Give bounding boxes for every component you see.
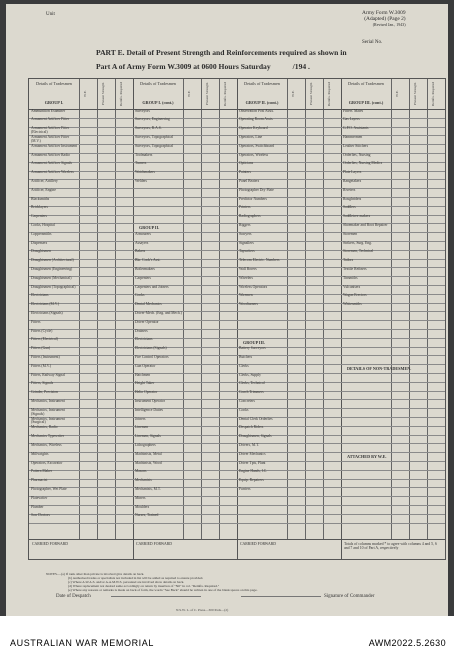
row-line (29, 338, 445, 339)
trade-label: Storemen, Technical (343, 249, 374, 254)
sub-column-head: Reinfts. Required (431, 82, 435, 106)
despatch-label: Date of Despatch (56, 594, 91, 599)
trade-label: Nurses, Trained (135, 513, 159, 518)
trade-label: Armament Artificer Fitter (31, 117, 70, 122)
trade-label: Cooks (135, 293, 145, 298)
trade-label: Height Taker (135, 381, 155, 386)
details-column-head: Details of Tradesmen (140, 81, 176, 86)
trade-label: Hatchmen (135, 372, 151, 377)
trade-label: Miners (135, 495, 146, 500)
printer-imprint: N.S.W. L. of C. Press—300 Pads—(2) (176, 608, 229, 612)
notes-block (46, 572, 426, 592)
trade-label: Riggers (239, 222, 251, 227)
note-line: (b) Authorised trades or specialists not included in list will be added as required to ensure provided. (68, 576, 204, 581)
trade-label: Surveyors (135, 108, 150, 113)
trade-label: Boilermakers (135, 266, 155, 271)
trade-label: Tailors (343, 258, 354, 263)
trade-label: Welders (135, 178, 147, 183)
sub-column-head: W.E. (291, 90, 295, 98)
trade-label: Battery Surveyors (239, 346, 266, 351)
trade-label: Driver-Mech. (Eng. and Mech.) (135, 310, 182, 315)
trade-label: Toolmakers (135, 152, 153, 157)
trade-label: Fitters (Gun) (31, 346, 51, 351)
row-line (29, 452, 445, 453)
trade-label: Armament Artificer Fitter (Electrical) (31, 126, 70, 134)
row-line (29, 408, 445, 409)
trade-label: Armament Artificer Wireless (31, 170, 74, 175)
note-line: (c) Where A.W.A.S. and/or A.A.M.W.S. personnel are involved show details on back. (68, 580, 185, 585)
trade-label: Panel Beaters (239, 178, 260, 183)
row-line (29, 399, 445, 400)
trade-label: Lithographers (135, 442, 156, 447)
group-head: GROUP I. (cont.) (142, 100, 174, 105)
row-line (29, 470, 445, 471)
trade-label: Equip. Repairers (239, 478, 264, 483)
trade-label: Millwrights (31, 451, 49, 456)
trade-label: Fitters (Instrument) (31, 354, 60, 359)
carried-forward: Totals of columns marked * to agree with columns 4 and 5, 6 and 7 and 10 of Part A, respectively (344, 542, 437, 551)
row-line (29, 505, 445, 506)
trade-label: Pharmacist (31, 478, 48, 483)
archive-caption (0, 616, 454, 653)
trade-label: Roughriders (343, 196, 362, 201)
row-line (29, 355, 445, 356)
trade-label: Intelligence Duties (135, 407, 163, 412)
note-line: (d) Where replacement not desired same accordingly on return by insertion of "Nil" in col. "Reinfts. Required." (68, 584, 220, 589)
trade-label: Fitters (Cycle) (31, 328, 53, 333)
row-line (29, 426, 445, 427)
trade-label: Armourers (135, 231, 151, 236)
trade-label: Surveyors, Topographical (135, 143, 173, 148)
note-line: NOTES.—(a) If rank other than private is involved give details on back. (46, 572, 145, 576)
trade-label: Fitters (31, 319, 41, 324)
form-line-1: Army Form W.3009 (362, 10, 406, 16)
trade-label: Tapwriters (239, 249, 255, 254)
trade-label: Linemen (135, 425, 149, 430)
row-line (29, 487, 445, 488)
trade-label: Orderlies, Nursing (343, 152, 371, 157)
row-line (29, 391, 445, 392)
section-heading: GROUP III. (243, 339, 265, 345)
row-line (29, 479, 445, 480)
trade-label: Fire Control Operators (135, 354, 169, 359)
row-line (29, 347, 445, 348)
trade-label: Mechanics, Radio (31, 425, 58, 430)
serial-label: Serial No. (362, 40, 383, 45)
trade-label: Assayers (135, 240, 149, 245)
sub-column-head: W.E. (83, 90, 87, 98)
trade-label: Plate Layers (343, 170, 362, 175)
row-line (29, 496, 445, 497)
trade-label: Wireless Operators (239, 284, 268, 289)
trade-label: Draughtsmen (Architectural) (31, 258, 74, 263)
trade-label: Gas Layers (343, 117, 360, 122)
trade-label: Draughtsmen (Mechanical) (31, 275, 72, 280)
trade-label: Platewriter (31, 495, 48, 500)
trade-label: Electricians (135, 337, 153, 342)
trade-label: Artificer, Engine (31, 187, 56, 192)
row-line (29, 435, 445, 436)
row-line (29, 320, 445, 321)
row-line (29, 417, 445, 418)
trade-label: Armament Artificer Fitter (M.V.) (31, 134, 70, 143)
trade-label: Shoemaker and Boot Repairer (343, 222, 388, 227)
trade-label: Pattern Maker (31, 469, 52, 474)
trade-label: Armament Artificer Signals (31, 161, 72, 166)
trade-label: Cooks, Hospital (31, 222, 55, 227)
title-line-2 (96, 62, 310, 71)
trade-label: Signallers (239, 240, 254, 245)
trade-label: Clerks (239, 363, 249, 368)
note-line: (e) Where any reasons or remarks is made on back of form, the words "See Back" should be written in one of the blank spaces on this page. (68, 588, 258, 593)
sub-column-head: W.E. (395, 90, 399, 98)
details-column-head: Details of Tradesmen (348, 81, 384, 86)
row-line (29, 514, 445, 515)
trade-label: Farriers (239, 486, 251, 491)
trade-label: Machinists, Wood (135, 460, 162, 465)
sub-column-head: Present Strength (413, 82, 417, 106)
trade-label: Electricians (31, 293, 49, 298)
trade-label: Operators, Wireless (239, 152, 269, 157)
trade-label: Helio Operator (135, 390, 158, 395)
trade-label: Armament Artificer Radio (31, 152, 70, 157)
trade-label: Mechanists, M.T. (135, 486, 161, 491)
trade-label: Dental Clerk Orderlies (239, 416, 273, 421)
trade-label: Operator Keyboard (239, 126, 268, 131)
group-head: GROUP I. (44, 100, 64, 105)
trade-label: Bkr. Cook's Asst. (135, 258, 161, 263)
trade-label: Operators, Excavator (31, 460, 63, 465)
trade-label: Artificer, Artillery (31, 178, 58, 183)
trade-label: Instrument Operator (135, 398, 166, 403)
trade-label: Clerks, Supply (239, 372, 261, 377)
trade-label: Saddletree makers (343, 214, 371, 219)
trade-label: Mechanics, Instrument (Signals) (31, 407, 65, 416)
trade-label: Fitters' Mates (343, 108, 364, 113)
trade-label: Blacksmiths (31, 196, 50, 201)
trade-label: Drainers (135, 328, 148, 333)
trade-label: Rangetakers (343, 178, 362, 183)
trade-label: Fitters (Electrical) (31, 337, 58, 342)
row-line (29, 523, 445, 524)
section-heading: GROUP II. (139, 225, 160, 231)
trade-label: Storemen (343, 231, 358, 236)
trade-label: G.P.O. Assistants (343, 126, 369, 131)
trade-label: Hammermen (343, 134, 363, 139)
trade-label: Strikers, Surg. Eng. (343, 240, 372, 245)
trade-label: Driver Mechanics (239, 451, 266, 456)
carried-forward: CARRIED FORWARD (240, 542, 276, 546)
trade-label: Carpenters (135, 275, 151, 280)
trade-label: Coach Trimmers (239, 390, 264, 395)
sub-column-head: Reinfts. Required (327, 82, 331, 106)
trade-label: Engine Hands, I.C. (239, 469, 268, 474)
trade-label: Predictor Numbers (239, 196, 267, 201)
trade-label: Tinsmiths (343, 275, 358, 280)
trade-label: Photographer Dry Plate (239, 187, 274, 192)
trade-label: Plumber (31, 504, 44, 509)
trade-label: Gun Operator (135, 363, 156, 368)
trade-label: Textile Refiners (343, 266, 367, 271)
carried-rule (29, 539, 445, 540)
details-column-head: Details of Tradesmen (244, 81, 280, 86)
trade-label: Moulders (135, 504, 150, 509)
trade-label: Carpenters and Joiners (135, 284, 169, 289)
trade-label: Clerks, Technical (239, 381, 265, 386)
trade-label: Operators, Line (239, 134, 263, 139)
trade-label: Electricians (M.V.) (31, 302, 60, 307)
archive-id: AWM2022.5.2630 (368, 638, 446, 648)
sub-column-head: W.E. (187, 90, 191, 98)
trade-label: Wall Borers (239, 266, 257, 271)
trade-label: Draughtsmen (31, 249, 51, 254)
trade-label: Driver Tpts, Plant (239, 460, 266, 465)
trade-label: Operating Room Assts. (239, 117, 274, 122)
form-number (362, 10, 406, 28)
section-heading: DETAILS OF NON-TRADESMEN. (347, 366, 412, 372)
trade-label: Wheelers (239, 275, 253, 280)
archive-name: AUSTRALIAN WAR MEMORIAL (10, 638, 154, 648)
trade-label: Butchers (239, 354, 253, 359)
trade-label: Bakers (135, 249, 146, 254)
signature-label: Signature of Commander (324, 594, 375, 599)
trade-label: Mechanics, Wireless (31, 442, 62, 447)
trade-label: Coppersmiths (31, 231, 52, 236)
trade-label: Ammunition Examiner (31, 108, 66, 113)
trade-label: Turners (135, 161, 147, 166)
trade-label: Fitters, Signals (31, 381, 54, 386)
trade-label: Electricians (Signals) (31, 310, 63, 315)
trade-label: Surveyors, Topographical (135, 134, 173, 139)
trade-label: Linemen, Signals (135, 434, 161, 439)
row-line (29, 373, 445, 374)
trade-label: Woodturners (239, 302, 258, 307)
trade-label: Wagon Erectors (343, 293, 367, 298)
trade-label: Fitters (M.V.) (31, 363, 52, 368)
trade-label: Telecom Electric. Numbers (239, 258, 280, 263)
strength-table (28, 78, 446, 560)
sub-column-head: Reinfts. Required (119, 82, 123, 106)
trade-label: Saw Doctors (31, 513, 50, 518)
trade-label: Machinists, Metal (135, 451, 162, 456)
group-head: GROUP II. (cont.) (245, 100, 279, 105)
group-head: GROUP III. (cont.) (348, 100, 384, 105)
trade-label: Wiremen (239, 293, 253, 298)
trade-label: Bricklayers (31, 205, 48, 210)
trade-label: Operators, Switchboard (239, 143, 275, 148)
row-line (29, 461, 445, 462)
trade-label: Orderlies, Nursing Medics (343, 161, 383, 166)
unit-label: Unit (46, 12, 55, 17)
title-year: /194 . (292, 62, 310, 71)
sub-column-head: Present Strength (101, 82, 105, 106)
trade-label: Mechanics, Instrument (Surgical) (31, 416, 65, 425)
row-line (29, 329, 445, 330)
sub-column-head: Reinfts. Required (223, 82, 227, 106)
row-line (29, 364, 445, 365)
trade-label: Printers (239, 205, 251, 210)
trade-label: Armament Artificer Instrument (31, 143, 78, 148)
trade-label: Painters (239, 170, 251, 175)
section-heading: ATTACHED BY W.E. (347, 454, 387, 460)
form-line-2: (Adapted) (Page 2) (364, 16, 406, 22)
trade-label: Grinder, Precision (31, 390, 58, 395)
trade-label: Leather Stitchers (343, 143, 369, 148)
row-line (29, 382, 445, 383)
trade-label: Draughtsmen, Signals (239, 434, 272, 439)
trade-label: Mechanics, Instrument (31, 398, 65, 403)
carried-forward: CARRIED FORWARD (136, 542, 172, 546)
details-column-head: Details of Tradesmen (36, 81, 72, 86)
trade-label: Draughtsmen (Topographical) (31, 284, 76, 289)
trade-label: Watchmakers (135, 170, 155, 175)
form-page (6, 4, 448, 616)
trade-label: Surveyors, R.A.S. (135, 126, 162, 131)
trade-label: Sawyers (239, 231, 252, 236)
trade-label: Riveters (343, 187, 356, 192)
trade-label: Photographer, Wet Plate (31, 486, 67, 491)
trade-label: Radiographers (239, 214, 261, 219)
signature-line (241, 596, 321, 597)
row-line (29, 311, 445, 312)
form-line-3: (Revised Jan., 1943) (372, 22, 406, 27)
trade-label: Masons (135, 469, 147, 474)
trade-label: Draughtsmen (Engineering) (31, 266, 73, 271)
title-line-1: PART E. Detail of Present Strength and Reinforcements required as shown in (96, 48, 347, 57)
carried-forward: CARRIED FORWARD (32, 542, 68, 546)
trade-label: Mechanics Typewriter (31, 434, 64, 439)
row-line (29, 443, 445, 444)
trade-label: Whitesmiths (343, 302, 362, 307)
trade-label: Driver Operator (135, 319, 159, 324)
trade-label: Surveyors, Engineering (135, 117, 170, 122)
trade-label: Despatch Riders (239, 425, 264, 430)
despatch-line (111, 596, 201, 597)
sub-column-head: Present Strength (205, 82, 209, 106)
trade-label: Observation Post Assts. (239, 108, 274, 113)
trade-label: Dental Mechanics (135, 302, 162, 307)
trade-label: Mechanists (135, 478, 152, 483)
title-line-2-text: Part A of Army Form W.3009 at 0600 Hours Saturday (96, 62, 271, 71)
trade-label: Dispensers (31, 240, 48, 245)
sub-column-head: Present Strength (309, 82, 313, 106)
trade-label: Carpenters (31, 214, 47, 219)
trade-label: Vulcanisers (343, 284, 361, 289)
trade-label: Electricians (Signals) (135, 346, 167, 351)
trade-label: Fitters, Railway Signal (31, 372, 65, 377)
trade-label: Opticians (239, 161, 254, 166)
trade-label: Cooks (239, 407, 249, 412)
trade-label: Joiners (135, 416, 146, 421)
trade-label: Saddlers (343, 205, 356, 210)
trade-label: Concreters (239, 398, 255, 403)
trade-label: Drivers, M.T. (239, 442, 260, 447)
